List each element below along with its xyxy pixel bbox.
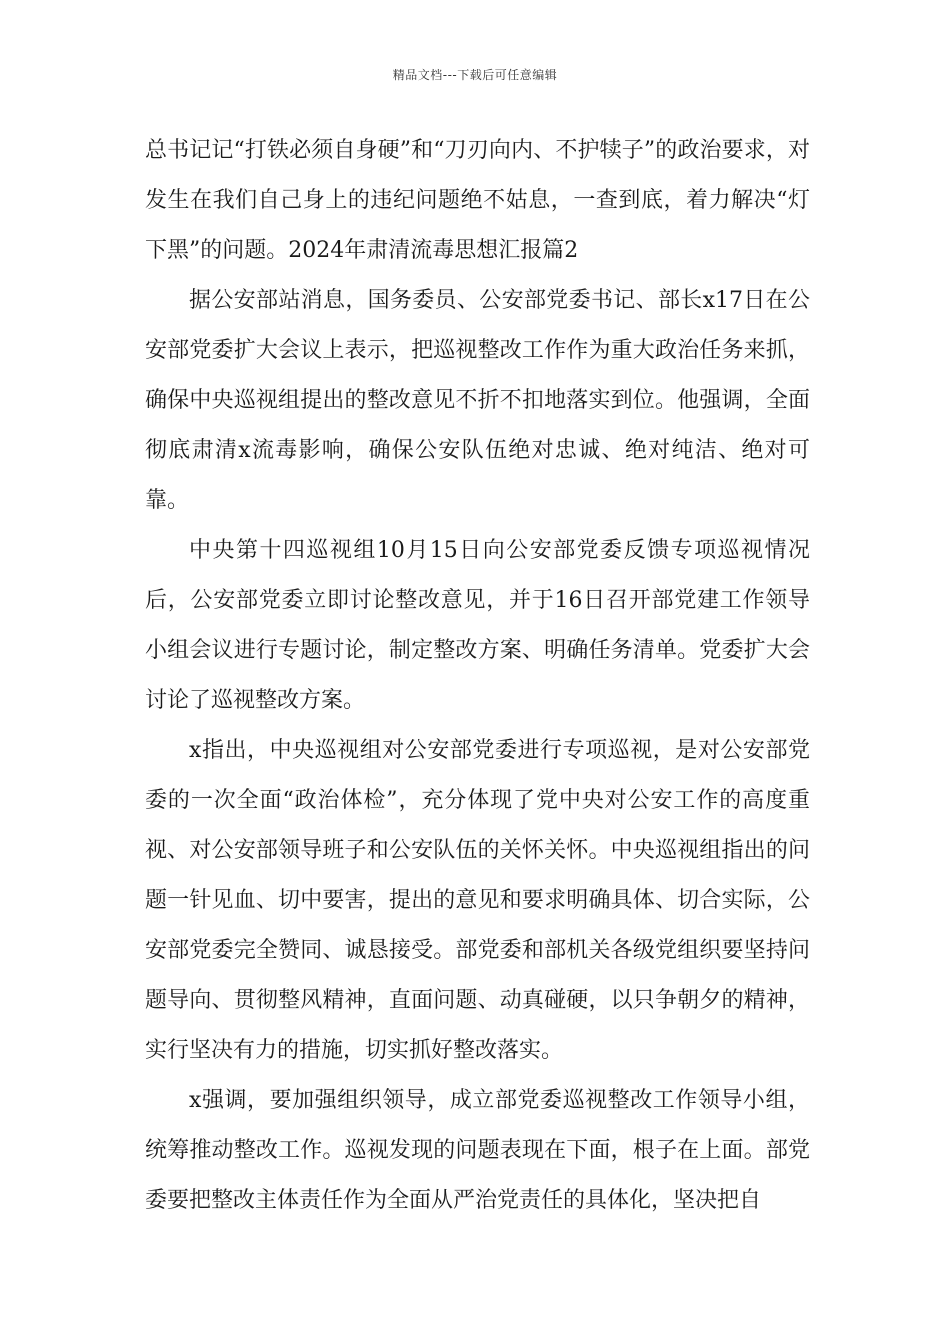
paragraph-4: x指出，中央巡视组对公安部党委进行专项巡视，是对公安部党委的一次全面“政治体检”，充分体现了党中央对公安工作的高度重视、对公安部领导班子和公安队伍的关怀关怀。中央巡视组指出的问题一针见血、切中要害，提出的意见和要求明确具体、切合实际，公安部党委完全赞同、诚恳接受。部党委和部机关各级党组织要坚持问题导向、贯彻整风精神，直面问题、动真碰硬，以只争朝夕的精神，实行坚决有力的措施，切实抓好整改落实。 [145, 738, 810, 1063]
document-body [145, 126, 810, 1226]
paragraph-3: 中央第十四巡视组10月15日向公安部党委反馈专项巡视情况后，公安部党委立即讨论整改意见，并于16日召开部党建工作领导小组会议进行专题讨论，制定整改方案、明确任务清单。党委扩大会讨论了巡视整改方案。 [145, 538, 810, 713]
page-header: 精品文档---下载后可任意编辑 [392, 68, 558, 82]
paragraph-5: x强调，要加强组织领导，成立部党委巡视整改工作领导小组，统筹推动整改工作。巡视发现的问题表现在下面，根子在上面。部党委要把整改主体责任作为全面从严治党责任的具体化，坚决把自 [145, 1088, 810, 1213]
paragraph-2: 据公安部站消息，国务委员、公安部党委书记、部长x17日在公安部党委扩大会议上表示，把巡视整改工作作为重大政治任务来抓，确保中央巡视组提出的整改意见不折不扣地落实到位。他强调，全面彻底肃清x流毒影响，确保公安队伍绝对忠诚、绝对纯洁、绝对可靠。 [145, 288, 810, 513]
paragraph-1: 总书记记“打铁必须自身硬”和“刀刃向内、不护犊子”的政治要求，对发生在我们自己身上的违纪问题绝不姑息，一查到底，着力解决“灯下黑”的问题。2024年肃清流毒思想汇报篇2 [145, 138, 810, 263]
